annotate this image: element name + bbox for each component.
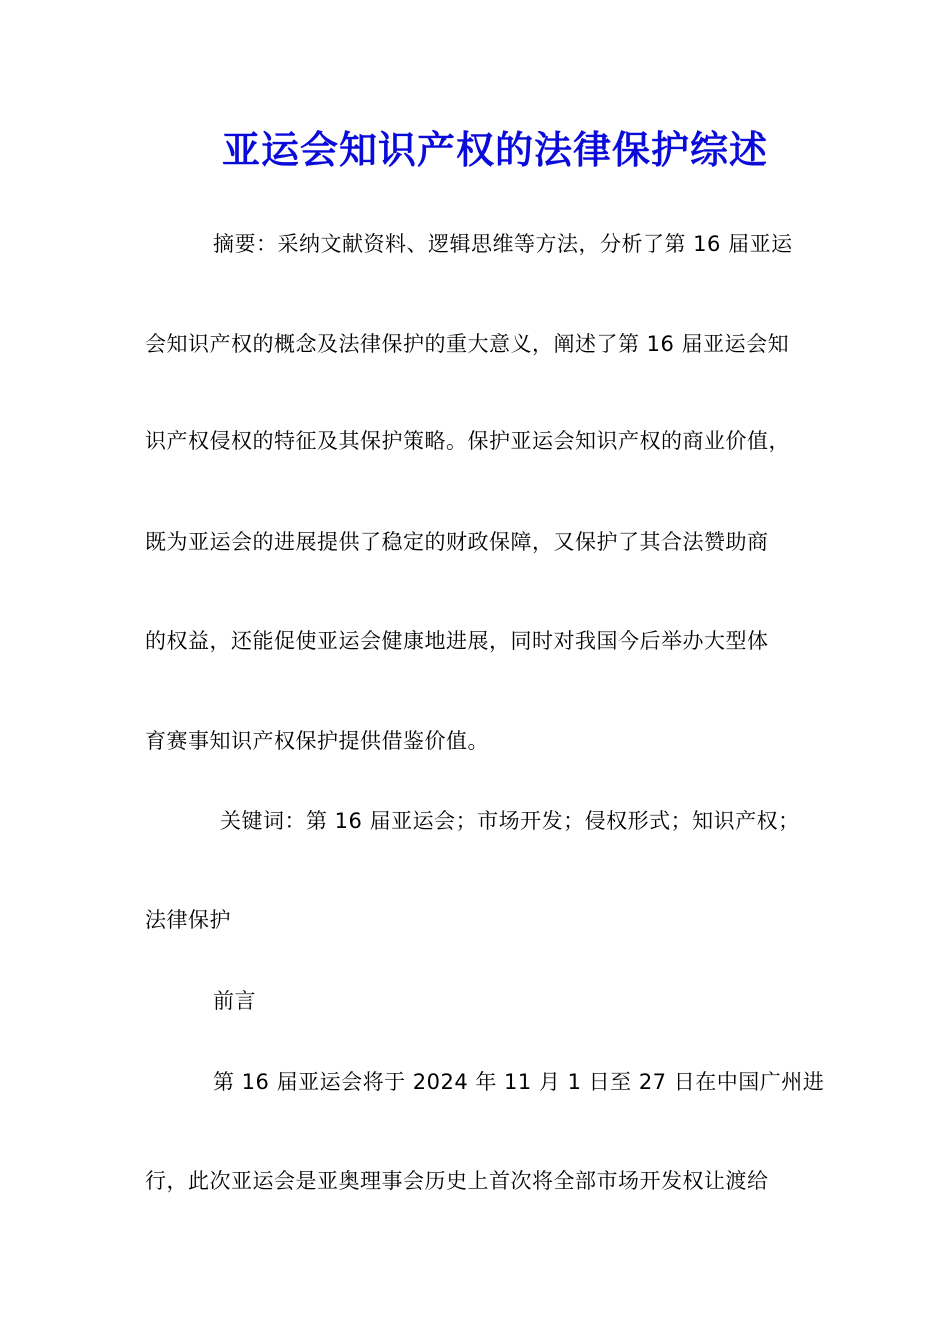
abstract-line-6: 育赛事知识产权保护提供借鉴价值。 (145, 729, 489, 753)
preface-line-1: 第 16 届亚运会将于 2024 年 11 月 1 日至 27 日在中国广州进 (213, 1070, 825, 1094)
abstract-line-5: 的权益，还能促使亚运会健康地进展，同时对我国今后举办大型体 (145, 629, 769, 653)
abstract-line-4: 既为亚运会的进展提供了稳定的财政保障，又保护了其合法赞助商 (145, 530, 769, 554)
abstract-line-3: 识产权侵权的特征及其保护策略。保护亚运会知识产权的商业价值， (145, 429, 790, 453)
keywords-line-1: 关键词：第 16 届亚运会；市场开发；侵权形式；知识产权； (220, 809, 800, 833)
abstract-line-2: 会知识产权的概念及法律保护的重大意义，阐述了第 16 届亚运会知 (145, 332, 790, 356)
preface-line-2: 行，此次亚运会是亚奥理事会历史上首次将全部市场开发权让渡给 (145, 1169, 769, 1193)
abstract-line-1: 摘要：采纳文献资料、逻辑思维等方法，分析了第 16 届亚运 (213, 232, 793, 256)
preface-heading: 前言 (213, 989, 256, 1013)
keywords-line-2: 法律保护 (145, 908, 231, 932)
document-title: 亚运会知识产权的法律保护综述 (221, 127, 768, 172)
